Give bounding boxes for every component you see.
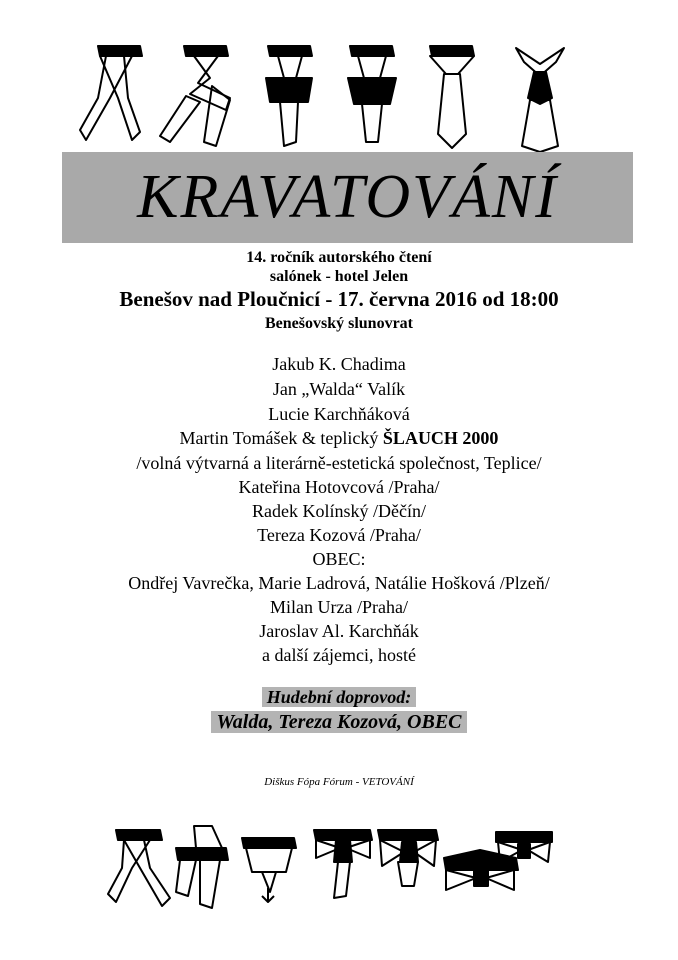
performer-3: Lucie Karchňáková — [268, 404, 410, 424]
festival-text: Benešovský slunovrat — [264, 315, 414, 332]
bow-step-2-icon — [176, 826, 228, 908]
performer-5: /volná výtvarná a literárně-estetická společnost, Teplice/ — [136, 453, 542, 473]
performer-9: OBEC: — [312, 549, 366, 569]
bow-step-3-icon — [242, 838, 296, 902]
tie-step-6-icon — [516, 48, 564, 152]
performer-4 — [0, 428, 678, 449]
tie-step-1-icon — [80, 46, 142, 140]
bow-step-4-icon — [314, 830, 372, 898]
performer-13: a další zájemci, hosté — [262, 645, 416, 665]
bow-step-1-icon — [108, 830, 170, 906]
performer-12: Jaroslav Al. Karchňák — [259, 621, 419, 641]
bottom-tie-illustrations — [0, 818, 678, 918]
place-date-text: Benešov nad Ploučnicí - 17. června 2016 od 18:00 — [119, 287, 559, 311]
performer-4-group: ŠLAUCH 2000 — [382, 428, 499, 448]
edition-text: 14. ročník autorského čtení — [246, 249, 432, 266]
music-label-text: Hudební doprovod: — [262, 687, 417, 707]
venue-text: salónek - hotel Jelen — [269, 268, 409, 285]
performer-6: Kateřina Hotovcová /Praha/ — [238, 477, 440, 497]
performer-1: Jakub K. Chadima — [272, 354, 406, 374]
footer-credit: Diškus Fópa Fórum - VETOVÁNÍ — [264, 776, 414, 788]
top-tie-illustrations — [0, 38, 678, 153]
tie-step-5-icon — [430, 46, 474, 148]
bow-step-6-icon — [444, 850, 518, 890]
performer-10: Ondřej Vavrečka, Marie Ladrová, Natálie Hošková /Plzeň/ — [128, 573, 550, 593]
page-title: KRAVATOVÁNÍ — [137, 163, 558, 231]
tie-step-4-icon — [348, 46, 396, 142]
tie-step-2-icon — [160, 46, 230, 146]
performer-8: Tereza Kozová /Praha/ — [257, 525, 421, 545]
performer-7: Radek Kolínský /Děčín/ — [252, 501, 426, 521]
music-names — [0, 711, 678, 734]
performer-2: Jan „Walda“ Valík — [272, 379, 406, 399]
music-label — [0, 687, 678, 708]
performer-11: Milan Urza /Praha/ — [270, 597, 408, 617]
tie-step-3-icon — [266, 46, 312, 146]
performer-4-name: Martin Tomášek & teplický — [179, 428, 383, 448]
bow-step-5-icon — [378, 830, 438, 886]
music-names-text: Walda, Tereza Kozová, OBEC — [211, 711, 466, 733]
